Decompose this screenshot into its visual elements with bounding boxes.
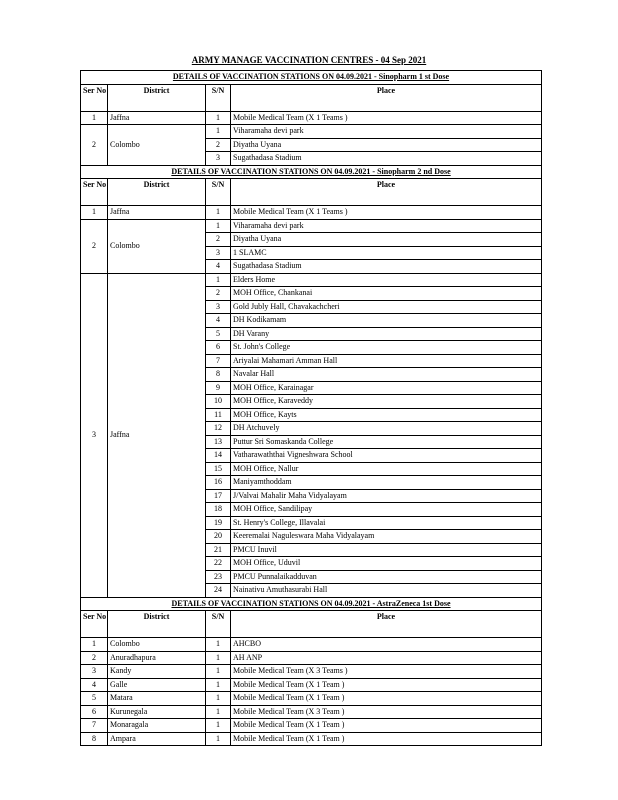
district-cell: Jaffna [108, 206, 206, 220]
place-cell: Diyatha Uyana [231, 138, 542, 152]
section-heading: DETAILS OF VACCINATION STATIONS ON 04.09.2021 - AstraZeneca 1st Dose [81, 597, 542, 611]
sn-cell: 23 [206, 570, 231, 584]
sn-cell: 2 [206, 287, 231, 301]
sn-cell: 8 [206, 368, 231, 382]
ser-no-cell: 1 [81, 111, 108, 125]
place-cell: Maniyamthoddam [231, 476, 542, 490]
header-district: District [108, 611, 206, 638]
district-cell: Kurunegala [108, 705, 206, 719]
sn-cell: 9 [206, 381, 231, 395]
table-row [81, 692, 542, 706]
table-row [81, 206, 542, 220]
sn-cell: 7 [206, 354, 231, 368]
place-cell: Vatharawaththai Vigneshwara School [231, 449, 542, 463]
place-cell: Puttur Sri Somaskanda College [231, 435, 542, 449]
header-ser-no: Ser No [81, 611, 108, 638]
sn-cell: 1 [206, 692, 231, 706]
section-heading-row [81, 597, 542, 611]
header-sn: S/N [206, 84, 231, 111]
place-cell: MOH Office, Uduvil [231, 557, 542, 571]
ser-no-cell: 3 [81, 665, 108, 679]
place-cell: Mobile Medical Team (X 1 Team ) [231, 692, 542, 706]
table-row [81, 219, 542, 233]
vaccination-table [80, 70, 542, 746]
sn-cell: 1 [206, 111, 231, 125]
sn-cell: 1 [206, 651, 231, 665]
place-cell: J/Valvai Mahalir Maha Vidyalayam [231, 489, 542, 503]
place-cell: Viharamaha devi park [231, 219, 542, 233]
table-row [81, 651, 542, 665]
place-cell: Mobile Medical Team (X 1 Team ) [231, 732, 542, 746]
place-cell: St. Henry's College, Illavalai [231, 516, 542, 530]
sn-cell: 16 [206, 476, 231, 490]
district-cell: Ampara [108, 732, 206, 746]
ser-no-cell: 2 [81, 651, 108, 665]
header-district: District [108, 179, 206, 206]
ser-no-cell: 8 [81, 732, 108, 746]
place-cell: Sugathadasa Stadium [231, 152, 542, 166]
sn-cell: 1 [206, 206, 231, 220]
sn-cell: 1 [206, 705, 231, 719]
sn-cell: 20 [206, 530, 231, 544]
place-cell: Gold Jubly Hall, Chavakachcheri [231, 300, 542, 314]
section-heading: DETAILS OF VACCINATION STATIONS ON 04.09.2021 - Sinopharm 2 nd Dose [81, 165, 542, 179]
place-cell: Mobile Medical Team (X 1 Teams ) [231, 206, 542, 220]
sn-cell: 19 [206, 516, 231, 530]
place-cell: DH Varany [231, 327, 542, 341]
place-cell: Mobile Medical Team (X 3 Teams ) [231, 665, 542, 679]
ser-no-cell: 5 [81, 692, 108, 706]
district-cell: Matara [108, 692, 206, 706]
sn-cell: 12 [206, 422, 231, 436]
header-district: District [108, 84, 206, 111]
place-cell: Viharamaha devi park [231, 125, 542, 139]
place-cell: St. John's College [231, 341, 542, 355]
place-cell: MOH Office, Sandilipay [231, 503, 542, 517]
page-title: ARMY MANAGE VACCINATION CENTRES - 04 Sep 2021 [191, 55, 427, 65]
district-cell: Kandy [108, 665, 206, 679]
header-sn: S/N [206, 179, 231, 206]
sn-cell: 6 [206, 341, 231, 355]
sn-cell: 10 [206, 395, 231, 409]
ser-no-cell: 2 [81, 219, 108, 273]
header-place: Place [231, 84, 542, 111]
place-cell: Elders Home [231, 273, 542, 287]
place-cell: AHCBO [231, 638, 542, 652]
table-row [81, 665, 542, 679]
place-cell: Mobile Medical Team (X 1 Team ) [231, 678, 542, 692]
sn-cell: 1 [206, 732, 231, 746]
place-cell: Diyatha Uyana [231, 233, 542, 247]
column-header-row [81, 611, 542, 638]
ser-no-cell: 7 [81, 719, 108, 733]
sn-cell: 1 [206, 219, 231, 233]
table-row [81, 732, 542, 746]
header-place: Place [231, 611, 542, 638]
sn-cell: 2 [206, 233, 231, 247]
place-cell: PMCU Inuvil [231, 543, 542, 557]
sn-cell: 5 [206, 327, 231, 341]
sn-cell: 15 [206, 462, 231, 476]
sn-cell: 3 [206, 152, 231, 166]
header-place: Place [231, 179, 542, 206]
place-cell: MOH Office, Kayts [231, 408, 542, 422]
place-cell: MOH Office, Karainagar [231, 381, 542, 395]
section-heading: DETAILS OF VACCINATION STATIONS ON 04.09.2021 - Sinopharm 1 st Dose [81, 71, 542, 85]
place-cell: Nainativu Amuthasurabi Hall [231, 584, 542, 598]
table-row [81, 111, 542, 125]
sn-cell: 1 [206, 719, 231, 733]
sn-cell: 2 [206, 138, 231, 152]
sn-cell: 4 [206, 314, 231, 328]
sn-cell: 1 [206, 638, 231, 652]
section-heading-row [81, 71, 542, 85]
district-cell: Anuradhapura [108, 651, 206, 665]
district-cell: Galle [108, 678, 206, 692]
sn-cell: 4 [206, 260, 231, 274]
ser-no-cell: 1 [81, 638, 108, 652]
table-row [81, 719, 542, 733]
column-header-row [81, 179, 542, 206]
table-row [81, 705, 542, 719]
sn-cell: 18 [206, 503, 231, 517]
place-cell: Ariyalai Mahamari Amman Hall [231, 354, 542, 368]
table-row [81, 125, 542, 139]
header-sn: S/N [206, 611, 231, 638]
district-cell: Jaffna [108, 111, 206, 125]
sn-cell: 1 [206, 678, 231, 692]
sn-cell: 11 [206, 408, 231, 422]
ser-no-cell: 6 [81, 705, 108, 719]
table-row [81, 273, 542, 287]
sn-cell: 13 [206, 435, 231, 449]
table-row [81, 678, 542, 692]
place-cell: MOH Office, Karaveddy [231, 395, 542, 409]
sn-cell: 1 [206, 665, 231, 679]
ser-no-cell: 2 [81, 125, 108, 166]
sn-cell: 3 [206, 300, 231, 314]
column-header-row [81, 84, 542, 111]
sn-cell: 1 [206, 273, 231, 287]
place-cell: MOH Office, Chankanai [231, 287, 542, 301]
district-cell: Monaragala [108, 719, 206, 733]
place-cell: 1 SLAMC [231, 246, 542, 260]
place-cell: Keeremalai Naguleswara Maha Vidyalayam [231, 530, 542, 544]
sn-cell: 17 [206, 489, 231, 503]
header-ser-no: Ser No [81, 179, 108, 206]
place-cell: Mobile Medical Team (X 3 Team ) [231, 705, 542, 719]
district-cell: Colombo [108, 219, 206, 273]
ser-no-cell: 3 [81, 273, 108, 597]
place-cell: Sugathadasa Stadium [231, 260, 542, 274]
district-cell: Colombo [108, 125, 206, 166]
place-cell: DH Atchuvely [231, 422, 542, 436]
place-cell: PMCU Punnalaikadduvan [231, 570, 542, 584]
district-cell: Jaffna [108, 273, 206, 597]
place-cell: Mobile Medical Team (X 1 Team ) [231, 719, 542, 733]
place-cell: DH Kodikamam [231, 314, 542, 328]
sn-cell: 14 [206, 449, 231, 463]
sn-cell: 21 [206, 543, 231, 557]
place-cell: Navalar Hall [231, 368, 542, 382]
sn-cell: 22 [206, 557, 231, 571]
ser-no-cell: 1 [81, 206, 108, 220]
ser-no-cell: 4 [81, 678, 108, 692]
place-cell: Mobile Medical Team (X 1 Teams ) [231, 111, 542, 125]
sn-cell: 1 [206, 125, 231, 139]
table-row [81, 638, 542, 652]
place-cell: AH ANP [231, 651, 542, 665]
section-heading-row [81, 165, 542, 179]
place-cell: MOH Office, Nallur [231, 462, 542, 476]
sn-cell: 3 [206, 246, 231, 260]
district-cell: Colombo [108, 638, 206, 652]
header-ser-no: Ser No [81, 84, 108, 111]
sn-cell: 24 [206, 584, 231, 598]
